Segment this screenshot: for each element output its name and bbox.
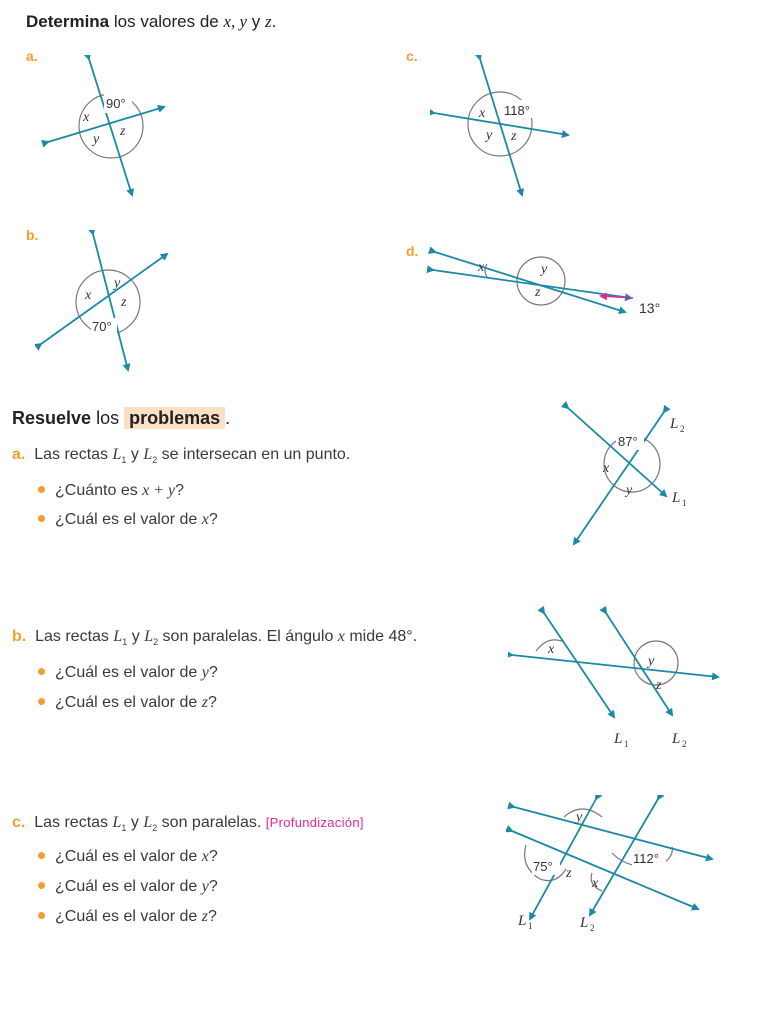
problem-b-question-2: ¿Cuál es el valor de z? <box>38 694 217 712</box>
figure-a-x: x <box>83 110 90 125</box>
problem-b-L1-sub: 1 <box>624 739 629 749</box>
problem-b-L2: L <box>672 731 681 747</box>
problem-b-statement: b. Las rectas $L_1$ y $L_2$ son paralelas. El ángulo x mide 48°. <box>12 628 418 648</box>
figure-c-z: z <box>511 129 517 144</box>
figure-d-angle: 13° <box>639 300 661 316</box>
problem-c-question-2: ¿Cuál es el valor de y? <box>38 878 218 896</box>
problem-a-question-2: ¿Cuál es el valor de x? <box>38 511 218 529</box>
problem-a-L2: L <box>670 416 679 432</box>
problem-c-y: y <box>576 810 583 825</box>
figure-b-y: y <box>114 276 121 291</box>
problem-c-angle-75: 75° <box>533 859 553 874</box>
section-title-resuelve: Resuelve los problemas . <box>12 408 231 428</box>
problem-c-angle-112: 112° <box>633 851 659 866</box>
problem-a-diagram <box>560 400 710 550</box>
problem-a-y: y <box>626 483 633 498</box>
figure-c-diagram <box>430 55 580 205</box>
problem-c-question-1: ¿Cuál es el valor de x? <box>38 848 218 866</box>
figure-letter-a: a. <box>26 48 38 64</box>
problem-a-L1-sub: 1 <box>682 498 687 508</box>
figure-a-y: y <box>93 132 100 147</box>
figure-letter-c: c. <box>406 48 418 64</box>
problem-c-L1-sub: 1 <box>528 921 533 931</box>
section-title-determina: Determina los valores de x, y y z. <box>26 12 277 31</box>
problem-c-diagram <box>506 795 726 945</box>
problem-b-x: x <box>548 642 555 657</box>
figure-b-diagram <box>35 230 175 380</box>
problem-b-z: z <box>656 678 662 693</box>
problem-c-L1: L <box>518 913 527 929</box>
problem-b-question-1: ¿Cuál es el valor de y? <box>38 664 218 682</box>
figure-b-angle: 70° <box>92 319 112 334</box>
figure-b-z: z <box>121 295 127 310</box>
figure-letter-b: b. <box>26 227 39 243</box>
problem-c-x: x <box>592 876 599 891</box>
figure-c-y: y <box>486 128 493 143</box>
problem-c-L2-sub: 2 <box>590 923 595 933</box>
problem-c-question-3: ¿Cuál es el valor de z? <box>38 908 217 926</box>
problem-a-statement: a. Las rectas $L_1$ y $L_2$ se intersecan en un punto. <box>12 446 351 466</box>
figure-a-z: z <box>120 124 126 139</box>
problem-c-L2: L <box>580 915 589 931</box>
figure-d-z: z <box>535 285 541 300</box>
problem-a-angle: 87° <box>618 434 638 449</box>
figure-d-y: y <box>541 262 548 277</box>
problem-b-y: y <box>648 654 655 669</box>
problem-a-L2-sub: 2 <box>680 424 685 434</box>
figure-a-diagram <box>40 55 180 205</box>
problem-a-x: x <box>603 461 610 476</box>
problem-b-diagram <box>508 605 728 755</box>
problem-a-question-1: ¿Cuánto es x + y? <box>38 482 184 500</box>
problem-c-z: z <box>566 866 572 881</box>
figure-letter-d: d. <box>406 243 419 259</box>
figure-b-x: x <box>85 288 92 303</box>
figure-d-x: x <box>478 260 485 275</box>
profundizacion-tag: [Profundización] <box>265 815 364 830</box>
problem-c-statement: c. Las rectas $L_1$ y $L_2$ son paralelas. [Profundización] <box>12 814 364 834</box>
problem-a-L1: L <box>672 490 681 506</box>
figure-c-angle: 118° <box>504 103 530 118</box>
figure-a-angle: 90° <box>106 96 126 111</box>
figure-d-diagram <box>425 240 685 330</box>
problem-b-L1: L <box>614 731 623 747</box>
problem-b-L2-sub: 2 <box>682 739 687 749</box>
figure-c-x: x <box>479 106 486 121</box>
